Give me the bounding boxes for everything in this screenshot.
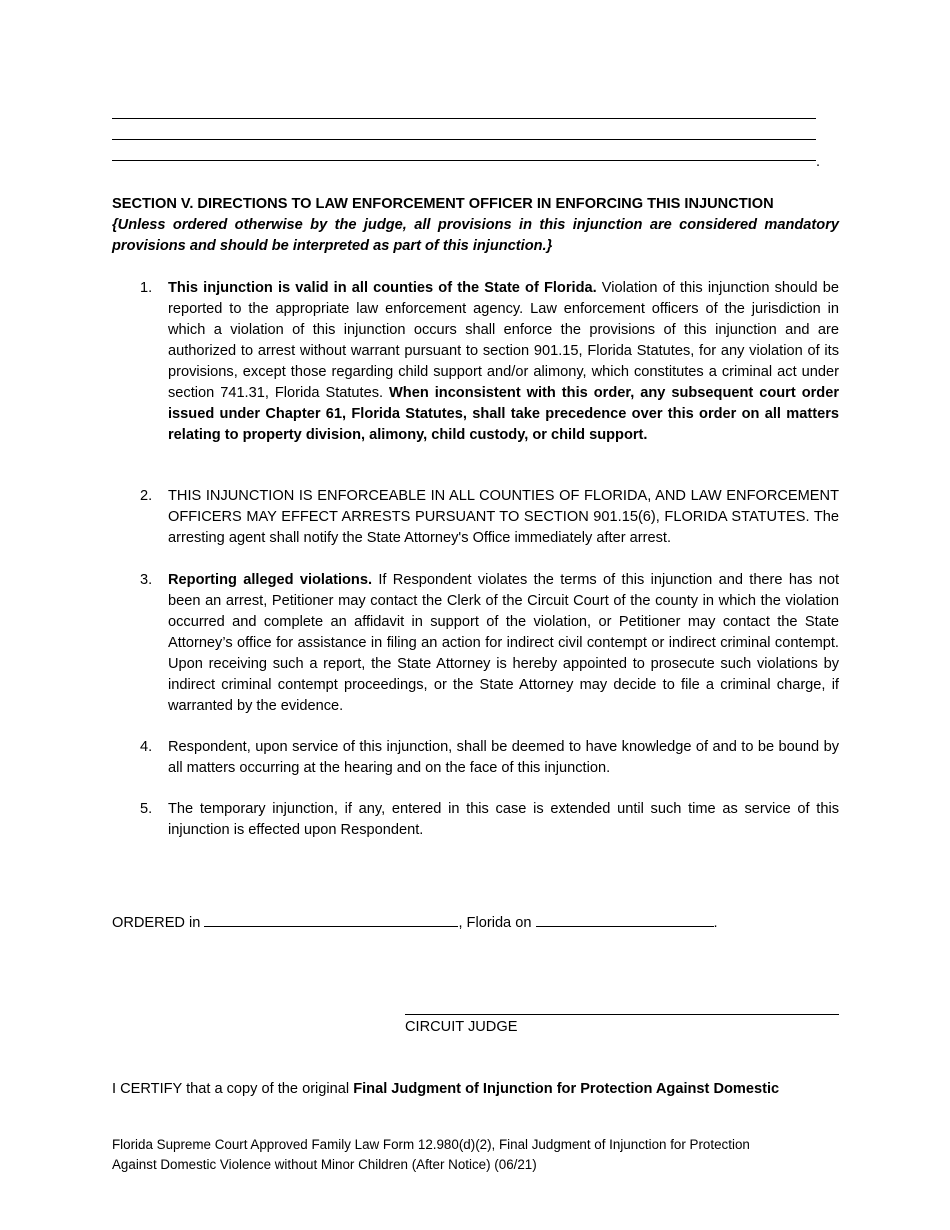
- blank-line-2[interactable]: [112, 139, 816, 140]
- certify-form-title: Final Judgment of Injunction for Protection Against Domestic: [353, 1081, 780, 1097]
- ordered-middle: , Florida on: [458, 915, 532, 931]
- item-number: 1.: [140, 280, 153, 296]
- date-field[interactable]: [536, 912, 714, 927]
- item-body: [168, 278, 839, 446]
- list-item: [112, 799, 839, 841]
- item-lead: This injunction is valid in all counties of the State of Florida.: [168, 280, 597, 296]
- county-field[interactable]: [204, 912, 458, 927]
- ordered-prefix: ORDERED in: [112, 915, 201, 931]
- list-item: [112, 486, 839, 549]
- item-number: 5.: [140, 801, 153, 817]
- item-body: The temporary injunction, if any, entered in this case is extended until such time as service of this injunction is effected upon Respondent.: [168, 801, 839, 838]
- list-item: [112, 570, 839, 717]
- footer-line-1: Florida Supreme Court Approved Family Law Form 12.980(d)(2), Final Judgment of Injunction for Protection: [112, 1137, 750, 1152]
- page-footer: [112, 1135, 832, 1174]
- item-body: [168, 570, 839, 717]
- item-number: 2.: [140, 488, 153, 504]
- item-text: If Respondent violates the terms of this injunction and there has not been an arrest, Petitioner may contact the Clerk of the Circuit Court of the county in which the violation occurred and complete an affidavit in support of the violation, or Petitioner may contact the State Attorney’s office for assistance in filing an action for indirect civil contempt or indirect criminal contempt. Upon receiving such a report, the State Attorney is hereby appointed to prosecute such violations by indirect criminal contempt proceedings, or the State Attorney may decide to file a criminal charge, if warranted by the evidence.: [168, 572, 839, 714]
- item-body: THIS INJUNCTION IS ENFORCEABLE IN ALL COUNTIES OF FLORIDA, AND LAW ENFORCEMENT OFFICERS MAY EFFECT ARRESTS PURSUANT TO SECTION 901.15(6), FLORIDA STATUTES. The arresting agent shall notify the State Attorney's Office immediately after arrest.: [168, 488, 839, 546]
- section-heading: [112, 194, 839, 257]
- judge-signature-line[interactable]: [405, 1014, 839, 1015]
- blank-line-1[interactable]: [112, 118, 816, 119]
- footer-line-2: Against Domestic Violence without Minor Children (After Notice) (06/21): [112, 1156, 537, 1172]
- blank-line-period: .: [816, 154, 821, 170]
- item-number: 4.: [140, 739, 153, 755]
- item-lead: Reporting alleged violations.: [168, 572, 373, 588]
- certify-statement: [112, 1079, 779, 1100]
- section-note: {Unless ordered otherwise by the judge, all provisions in this injunction are considered mandatory provisions and should be interpreted as part of this injunction.}: [112, 217, 839, 254]
- circuit-judge-label: CIRCUIT JUDGE: [405, 1019, 518, 1035]
- blank-line-3[interactable]: [112, 160, 816, 161]
- item-number: 3.: [140, 572, 153, 588]
- section-title: SECTION V. DIRECTIONS TO LAW ENFORCEMENT OFFICER IN ENFORCING THIS INJUNCTION: [112, 196, 774, 212]
- list-item: [112, 737, 839, 779]
- certify-prefix: I CERTIFY that a copy of the original: [112, 1081, 354, 1097]
- ordered-suffix: .: [713, 915, 718, 931]
- item-trail: When inconsistent with this order, any subsequent court order issued under Chapter 61, Florida Statutes, shall take precedence over this order on all matters relating to property division, alimony, child custody, or child support.: [168, 385, 839, 443]
- item-body: Respondent, upon service of this injunction, shall be deemed to have knowledge of and to be bound by all matters occurring at the hearing and on the face of this injunction.: [168, 739, 839, 776]
- list-item: [112, 278, 839, 446]
- item-text: Violation of this injunction should be reported to the appropriate law enforcement agency. Law enforcement officers of the jurisdiction in which a violation of this injunction occurs shall enforce the provisions of this injunction and are authorized to arrest without warrant pursuant to section 901.15, Florida Statutes, for any violation of its provisions, except those regarding child support and/or alimony, which constitutes a criminal act under section 741.31, Florida Statutes.: [168, 280, 839, 401]
- ordered-line: [112, 912, 718, 934]
